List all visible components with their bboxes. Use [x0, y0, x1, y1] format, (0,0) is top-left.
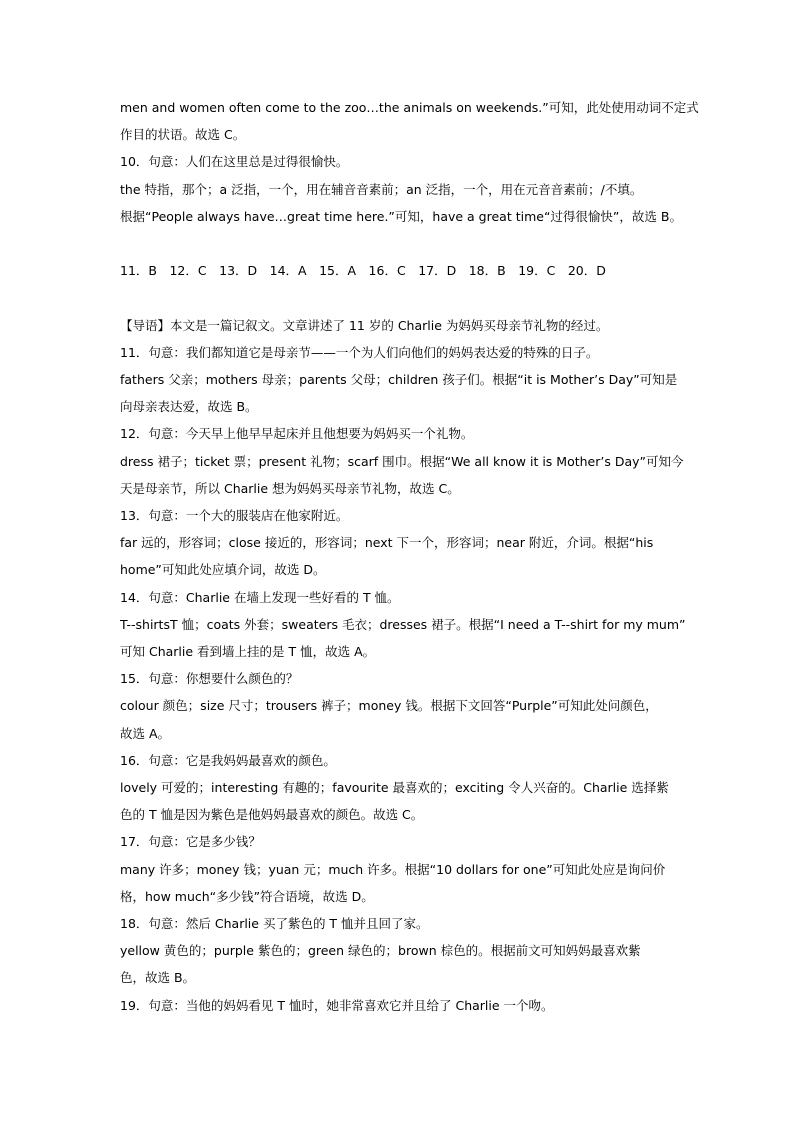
text-line: T--shirtsT 恤；coats 外套；sweaters 毛衣；dresses 裙子。根据“I need a T--shirt for my mum”: [120, 616, 686, 632]
question-heading: 16．句意：它是我妈妈最喜欢的颜色。: [120, 752, 336, 768]
answer-key: 11．B 12．C 13．D 14．A 15．A 16．C 17．D 18．B 19．C 20．D: [120, 263, 606, 279]
blank-line: [120, 284, 704, 311]
text-line: far 远的，形容词；close 接近的，形容词；next 下一个，形容词；near 附近，介词。根据“his: [120, 535, 654, 551]
question-heading: 19．句意：当他的妈妈看见 T 恤时，她非常喜欢它并且给了 Charlie 一个吻。: [120, 997, 554, 1013]
question-heading: 15．句意：你想要什么颜色的？: [120, 671, 299, 687]
text-line: 色的 T 恤是因为紫色是他妈妈最喜欢的颜色。故选 C。: [120, 807, 424, 823]
text-line: men and women often come to the zoo…the animals on weekends.”可知，此处使用动词不定式: [120, 100, 699, 115]
question-heading: 17．句意：它是多少钱？: [120, 834, 261, 850]
question-heading: 14．句意：Charlie 在墙上发现一些好看的 T 恤。: [120, 589, 400, 605]
text-line: the 特指，那个；a 泛指，一个，用在辅音音素前；an 泛指，一个，用在元音音素前；/不填。: [120, 181, 643, 197]
text-line: lovely 可爱的；interesting 有趣的；favourite 最喜欢的；exciting 令人兴奋的。Charlie 选择紫: [120, 780, 669, 796]
text-line: yellow 黄色的；purple 紫色的；green 绿色的；brown 棕色的。根据前文可知妈妈最喜欢紫: [120, 943, 641, 959]
text-line: 根据“People always have…great time here.”可知，have a great time“过得很愉快”，故选 B。: [120, 208, 682, 224]
question-heading: 11．句意：我们都知道它是母亲节——一个为人们向他们的妈妈表达爱的特殊的日子。: [120, 344, 599, 360]
intro-line: 【导语】本文是一篇记叙文。文章讲述了 11 岁的 Charlie 为妈妈买母亲节礼物的经过。: [120, 317, 609, 333]
question-heading: 10．句意：人们在这里总是过得很愉快。: [120, 154, 349, 170]
text-line: 色，故选 B。: [120, 970, 196, 986]
text-line: home”可知此处应填介词，故选 D。: [120, 562, 326, 578]
text-line: 可知 Charlie 看到墙上挂的是 T 恤，故选 A。: [120, 644, 376, 660]
question-heading: 18．句意：然后 Charlie 买了紫色的 T 恤并且回了家。: [120, 916, 429, 932]
text-line: 格，how much“多少钱”符合语境，故选 D。: [120, 888, 374, 904]
text-line: many 许多；money 钱；yuan 元；much 许多。根据“10 dollars for one”可知此处应是询问价: [120, 861, 666, 877]
blank-line: [120, 230, 704, 257]
question-heading: 13．句意：一个大的服装店在他家附近。: [120, 508, 349, 524]
text-line: 天是母亲节，所以 Charlie 想为妈妈买母亲节礼物，故选 C。: [120, 480, 460, 496]
text-line: dress 裙子；ticket 票；present 礼物；scarf 围巾。根据“We all know it is Mother’s Day”可知今: [120, 453, 684, 469]
text-line: fathers 父亲；mothers 母亲；parents 父母；children 孩子们。根据“it is Mother’s Day”可知是: [120, 372, 678, 387]
question-heading: 12．句意：今天早上他早早起床并且他想要为妈妈买一个礼物。: [120, 426, 474, 442]
text-line: 故选 A。: [120, 725, 171, 741]
text-line: 作目的状语。故选 C。: [120, 127, 246, 143]
text-line: colour 颜色；size 尺寸；trousers 裤子；money 钱。根据下文回答“Purple”可知此处问颜色，: [120, 698, 658, 714]
text-line: 向母亲表达爱，故选 B。: [120, 399, 258, 415]
